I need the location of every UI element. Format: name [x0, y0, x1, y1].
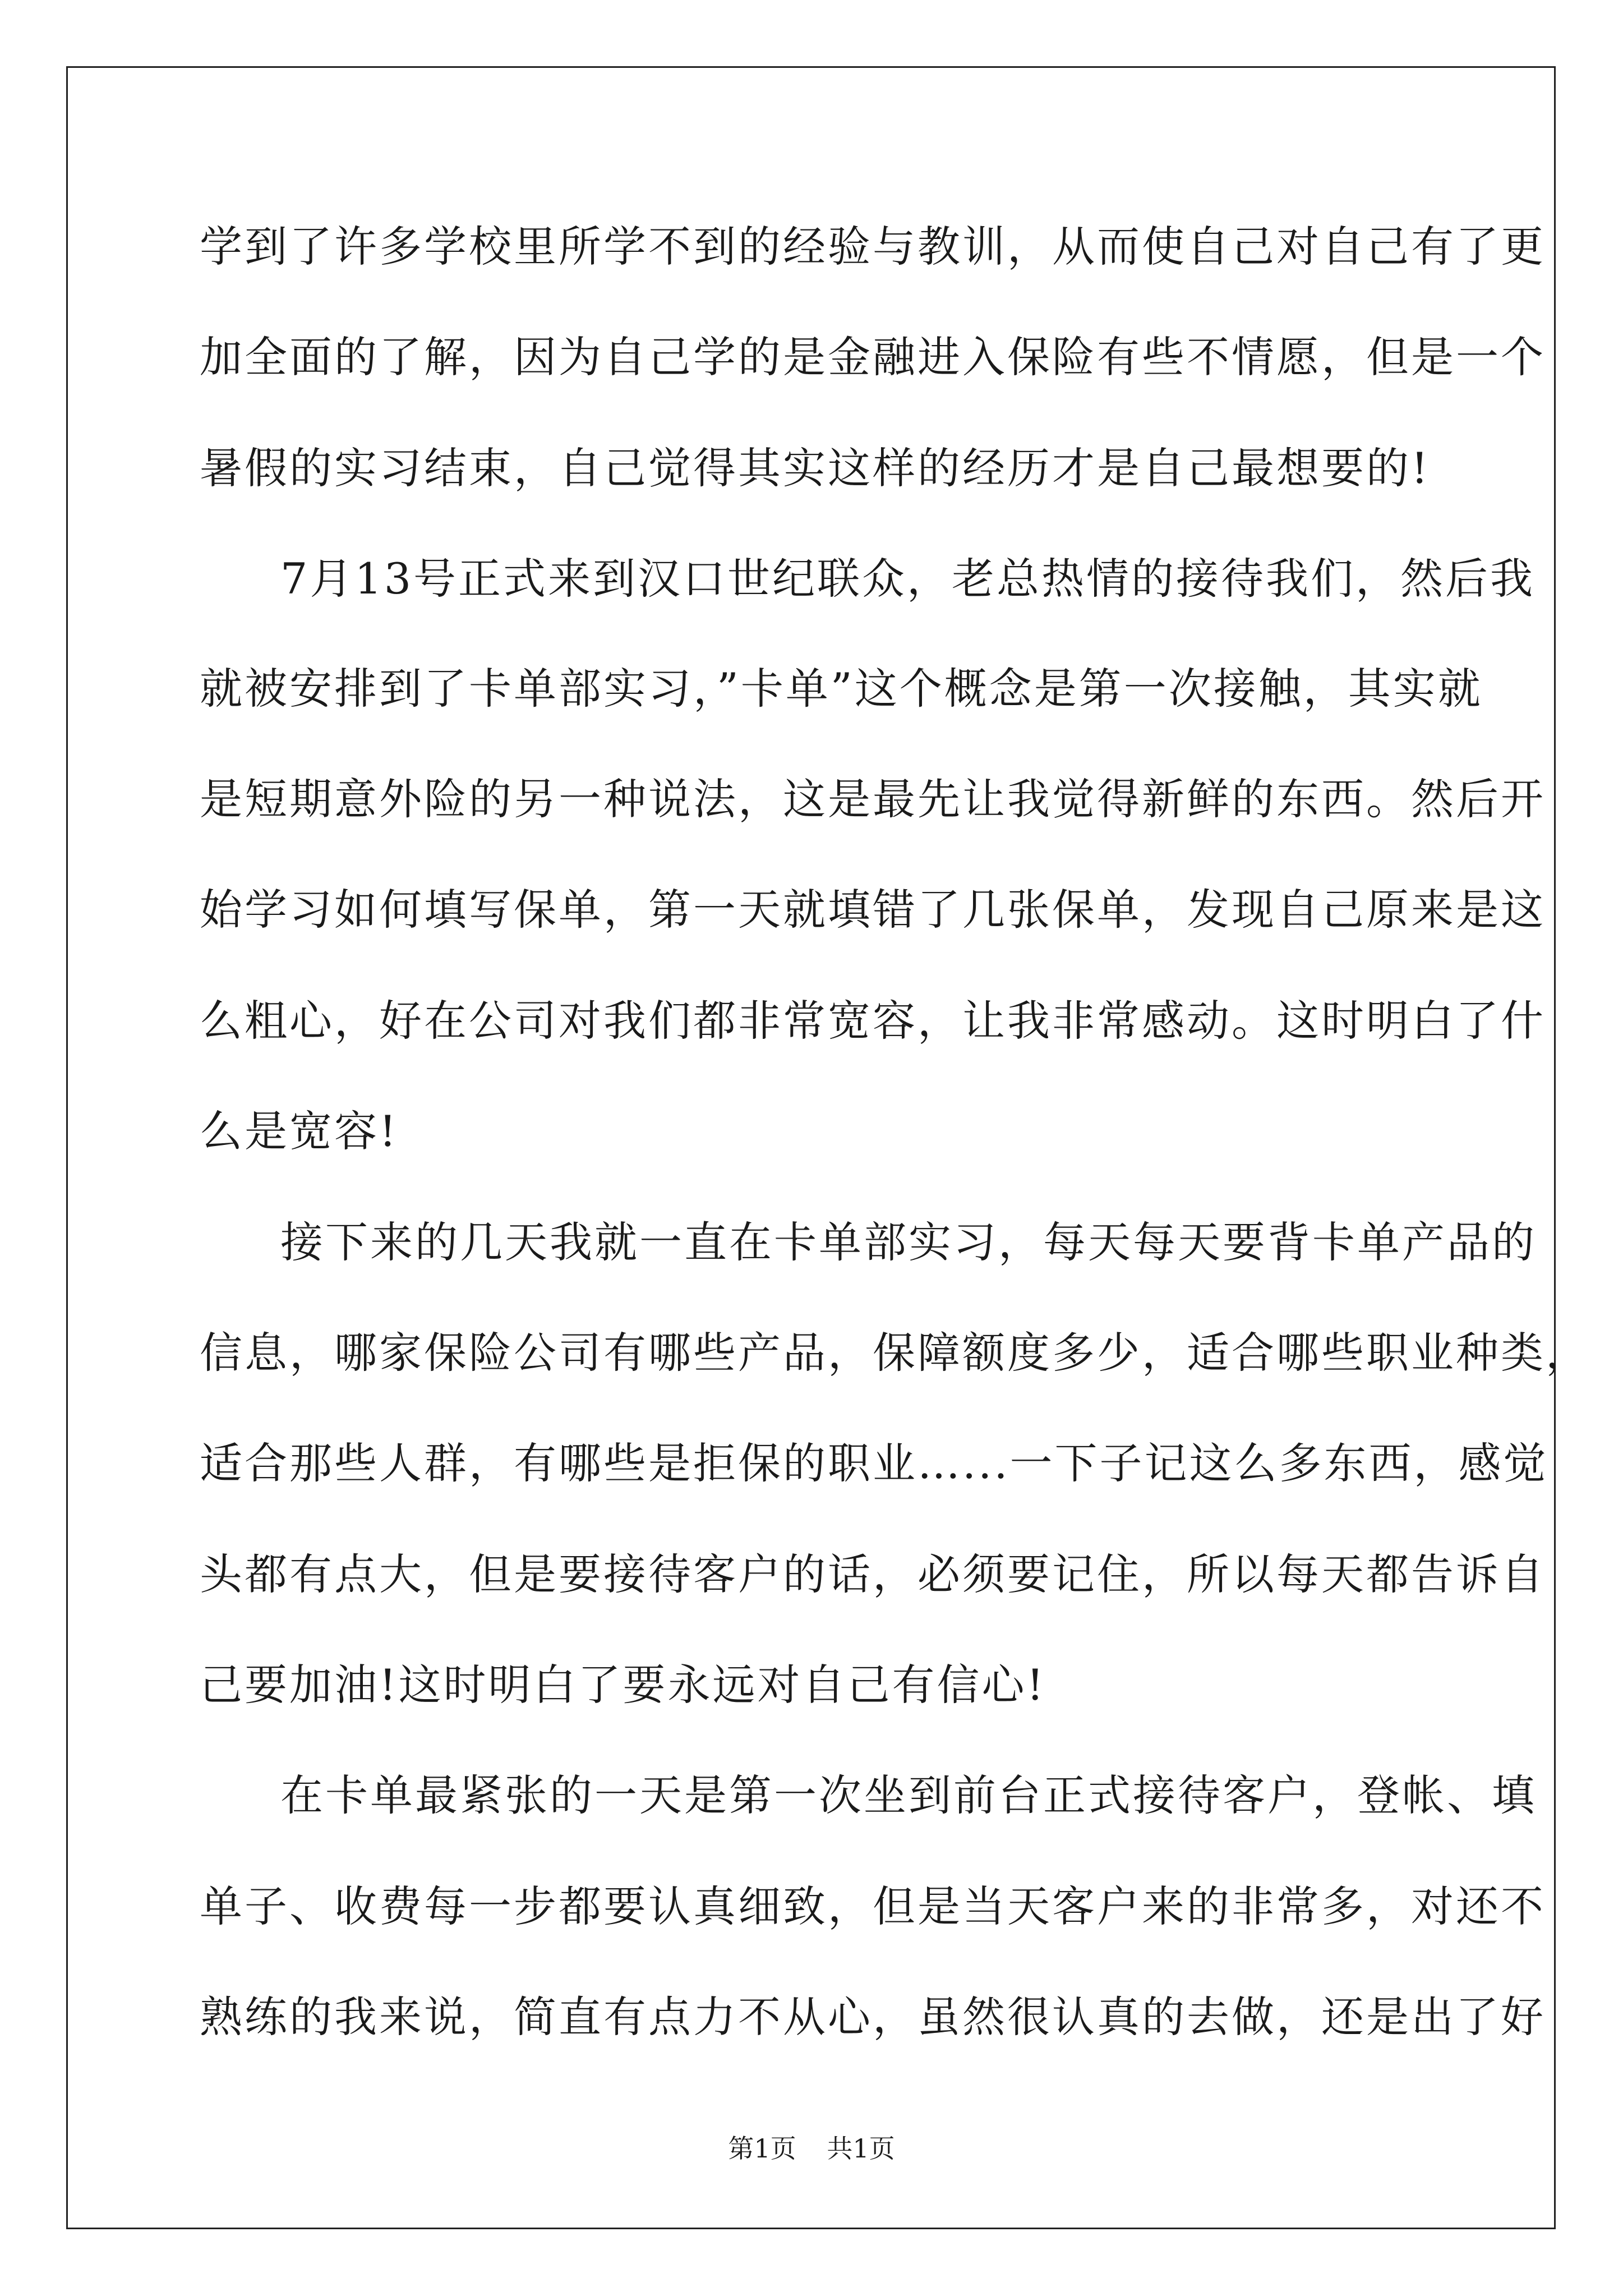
text-line: 么粗心，好在公司对我们都非常宽容，让我非常感动。这时明白了什	[200, 996, 1546, 1046]
text-line: 熟练的我来说，简直有点力不从心，虽然很认真的去做，还是出了好	[200, 1992, 1546, 2042]
page-footer	[0, 2132, 1623, 2165]
paragraph-first-line: 7月13号正式来到汉口世纪联众，老总热情的接待我们，然后我	[280, 554, 1536, 604]
paragraph-first-line: 接下来的几天我就一直在卡单部实习，每天每天要背卡单产品的	[280, 1217, 1537, 1267]
text-line: 加全面的了解，因为自己学的是金融进入保险有些不情愿，但是一个	[200, 332, 1546, 382]
text-line: 信息，哪家保险公司有哪些产品，保障额度多少，适合哪些职业种类，	[200, 1328, 1590, 1378]
text-line: 是短期意外险的另一种说法，这是最先让我觉得新鲜的东西。然后开	[200, 774, 1546, 824]
text-line: 单子、收费每一步都要认真细致，但是当天客户来的非常多，对还不	[200, 1881, 1546, 1931]
text-line: 适合那些人群，有哪些是拒保的职业…...一下子记这么多东西，感觉	[200, 1438, 1548, 1488]
text-line: 学到了许多学校里所学不到的经验与教训，从而使自己对自己有了更	[200, 222, 1546, 272]
text-line: 头都有点大，但是要接待客户的话，必须要记住，所以每天都告诉自	[200, 1549, 1546, 1599]
text-line: 始学习如何填写保单，第一天就填错了几张保单，发现自己原来是这	[200, 885, 1546, 935]
page-number: 第1页	[728, 2133, 796, 2164]
page-total: 共1页	[827, 2133, 895, 2164]
paragraph-first-line: 在卡单最紧张的一天是第一次坐到前台正式接待客户，登帐、填	[280, 1770, 1537, 1820]
text-line: 暑假的实习结束，自己觉得其实这样的经历才是自己最想要的!	[200, 443, 1431, 493]
text-line: 就被安排到了卡单部实习，”卡单”这个概念是第一次接触，其实就	[200, 664, 1483, 714]
text-line: 己要加油!这时明白了要永远对自己有信心!	[200, 1660, 1046, 1710]
text-line: 么是宽容!	[200, 1106, 399, 1156]
